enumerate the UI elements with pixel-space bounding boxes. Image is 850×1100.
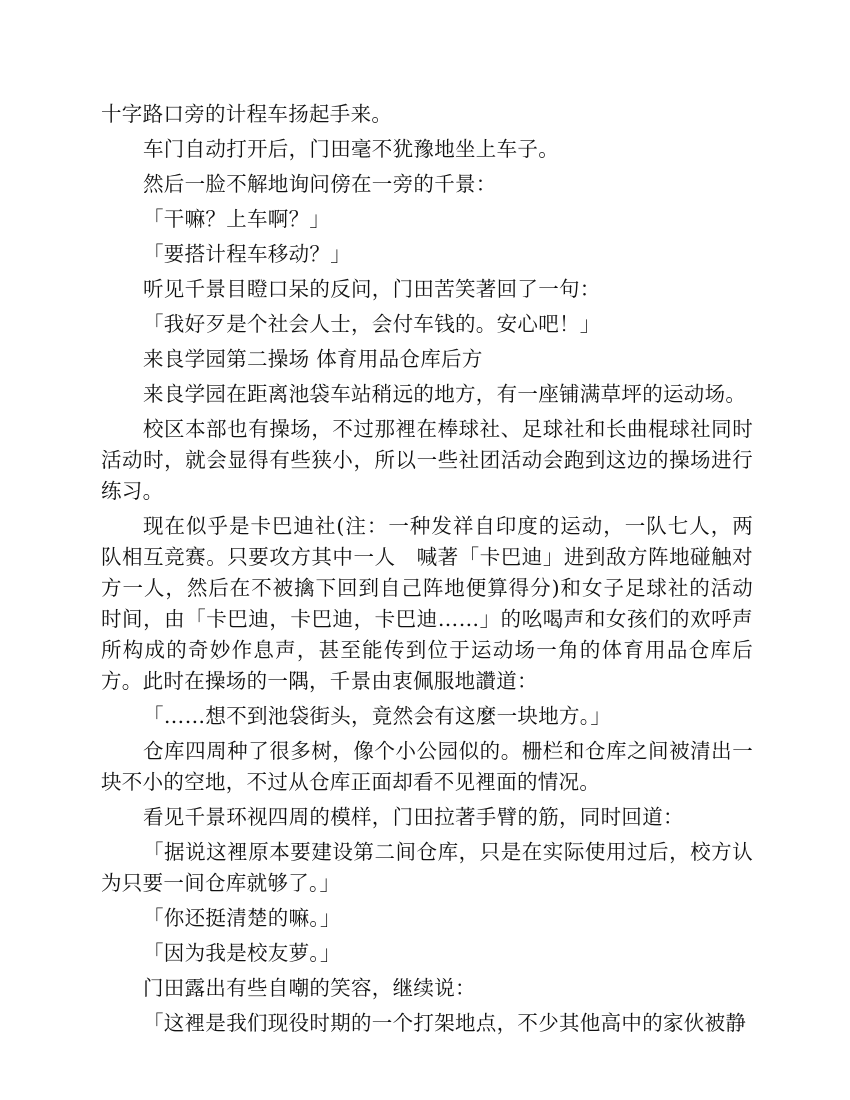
paragraph-19: 「这裡是我们现役时期的一个打架地点，不少其他高中的家伙被静 — [143, 1011, 747, 1035]
paragraph-3: 然后一脸不解地询问傍在一旁的千景： — [143, 172, 497, 196]
paragraph-18: 门田露出有些自嘲的笑容，继续说： — [143, 976, 476, 1000]
paragraph-15: 「据说这裡原本要建设第二间仓库，只是在实际使用过后，校方认为只要一间仓库就够了。」 — [101, 840, 753, 895]
paragraph-4: 「干嘛？上车啊？」 — [143, 207, 331, 231]
scene-heading: 来良学园第二操场 体育用品仓库后方 — [143, 347, 483, 371]
paragraph-2: 车门自动打开后，门田毫不犹豫地坐上车子。 — [143, 137, 559, 161]
paragraph-11: 现在似乎是卡巴迪社(注：一种发祥自印度的运动，一队七人，两队相互竞赛。只要攻方其中一人 喊著「卡巴迪」进到敌方阵地碰触对方一人，然后在不被擒下回到自己阵地便算得分)和女子足球社的活动时间，由「卡巴迪，卡巴迪，卡巴迪……」的吆喝声和女孩们的欢呼声所构成的奇妙作息声，甚至能传到位于运动场一角的体育用品仓库后方。此时在操场的一隅，千景由衷佩服地讚道： — [101, 514, 753, 693]
paragraph-9: 来良学园在距离池袋车站稍远的地方，有一座铺满草坪的运动场。 — [143, 382, 747, 406]
paragraph-7: 「我好歹是个社会人士，会付车钱的。安心吧！」 — [143, 312, 601, 336]
paragraph-12: 「……想不到池袋街头，竟然会有这麼一块地方。」 — [143, 704, 612, 728]
paragraph-10: 校区本部也有操场，不过那裡在棒球社、足球社和长曲棍球社同时活动时，就会显得有些狭小，所以一些社团活动会跑到这边的操场进行练习。 — [101, 417, 753, 503]
paragraph-14: 看见千景环视四周的模样，门田拉著手臂的筋，同时回道： — [143, 805, 684, 829]
paragraph-6: 听见千景目瞪口呆的反问，门田苦笑著回了一句： — [143, 277, 601, 301]
paragraph-5: 「要搭计程车移动？」 — [143, 242, 351, 266]
paragraph-17: 「因为我是校友萝。」 — [143, 941, 341, 965]
paragraph-13: 仓库四周种了很多树，像个小公园似的。栅栏和仓库之间被清出一块不小的空地，不过从仓库正面却看不见裡面的情况。 — [101, 739, 753, 794]
paragraph-1: 十字路口旁的计程车扬起手来。 — [101, 102, 393, 126]
paragraph-16: 「你还挺清楚的嘛。」 — [143, 906, 341, 930]
document-page — [101, 99, 753, 1043]
